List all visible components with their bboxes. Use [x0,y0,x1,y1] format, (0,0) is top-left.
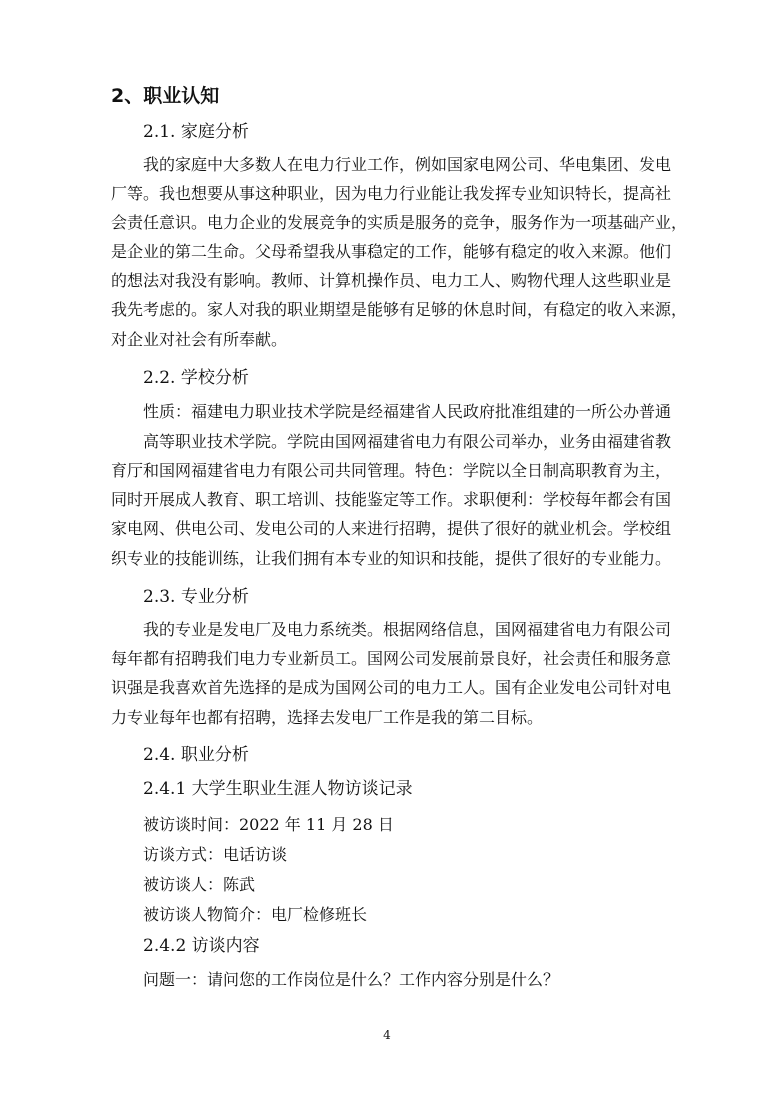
paragraph-line: 性质：福建电力职业技术学院是经福建省人民政府批准组建的一所公办普通 [143,402,672,421]
paragraph-line: 我的专业是发电厂及电力系统类。根据网络信息，国网福建省电力有限公司 [143,620,672,639]
subsection-2-4-2-heading: 2.4.2 访谈内容 [143,936,260,956]
subsection-2-2-heading: 2.2. 学校分析 [143,368,249,388]
paragraph-line: 厂等。我也想要从事这种职业，因为电力行业能让我发挥专业知识特长，提高社 [111,184,672,203]
paragraph-line: 会责任意识。电力企业的发展竞争的实质是服务的竞争，服务作为一项基础产业， [111,213,688,232]
subsection-2-4-1-heading: 2.4.1 大学生职业生涯人物访谈记录 [143,779,413,799]
interview-method: 访谈方式：电话访谈 [143,845,288,864]
paragraph-line: 我先考虑的。家人对我的职业期望是能够有足够的休息时间，有稳定的收入来源， [111,300,688,319]
question-1: 问题一：请问您的工作岗位是什么？工作内容分别是什么？ [143,970,560,989]
paragraph-line: 织专业的技能训练，让我们拥有本专业的知识和技能，提供了很好的专业能力。 [111,549,672,568]
paragraph-line: 力专业每年也都有招聘，选择去发电厂工作是我的第二目标。 [111,708,544,727]
paragraph-line: 我的家庭中大多数人在电力行业工作，例如国家电网公司、华电集团、发电 [143,155,672,174]
paragraph-line: 每年都有招聘我们电力专业新员工。国网公司发展前景良好，社会责任和服务意 [111,649,672,668]
paragraph-line: 家电网、供电公司、发电公司的人来进行招聘，提供了很好的就业机会。学校组 [111,519,672,538]
paragraph-line: 育厅和国网福建省电力有限公司共同管理。特色：学院以全日制高职教育为主， [111,461,672,480]
paragraph-line: 识强是我喜欢首先选择的是成为国网公司的电力工人。国有企业发电公司针对电 [111,678,672,697]
paragraph-line: 是企业的第二生命。父母希望我从事稳定的工作，能够有稳定的收入来源。他们 [111,242,672,261]
interviewee-profile: 被访谈人物简介：电厂检修班长 [143,905,368,924]
interview-time: 被访谈时间：2022 年 11 月 28 日 [143,815,394,834]
paragraph-line: 高等职业技术学院。学院由国网福建省电力有限公司举办，业务由福建省教 [143,432,672,451]
paragraph-line: 对企业对社会有所奉献。 [111,330,288,349]
paragraph-line: 的想法对我没有影响。教师、计算机操作员、电力工人、购物代理人这些职业是 [111,271,672,290]
subsection-2-1-heading: 2.1. 家庭分析 [143,122,249,142]
interviewee-name: 被访谈人：陈武 [143,875,256,894]
section-title: 2、职业认知 [111,85,220,107]
subsection-2-3-heading: 2.3. 专业分析 [143,587,249,607]
paragraph-line: 同时开展成人教育、职工培训、技能鉴定等工作。求职便利：学校每年都会有国 [111,490,672,509]
subsection-2-4-heading: 2.4. 职业分析 [143,745,249,765]
page-number: 4 [383,1028,391,1042]
